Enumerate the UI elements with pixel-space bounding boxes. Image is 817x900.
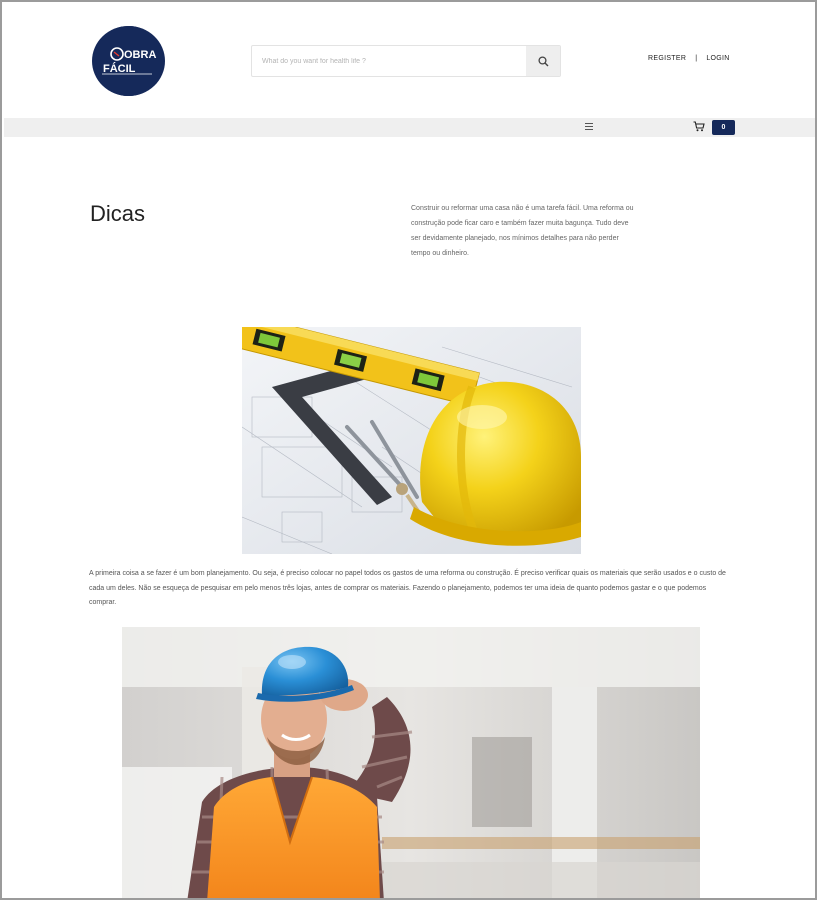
auth-separator: | <box>695 55 698 62</box>
nav-bar <box>4 118 817 137</box>
register-link[interactable]: REGISTER <box>648 55 687 62</box>
search-icon <box>538 56 549 67</box>
login-link[interactable]: LOGIN <box>706 55 730 62</box>
search-button[interactable] <box>526 46 560 76</box>
planning-paragraph: A primeira coisa a se fazer é um bom planejamento. Ou seja, é preciso colocar no papel todos os gastos de uma reforma ou construção. É preciso verificar quais os materiais que serão usados e o custo de cada um deles. Não se esqueça de pesquisar em pelo menos três lojas, antes de comprar os materiais. Fazendo o planejamento, podemos ter uma ideia de quanto podemos gastar e o que podemos comprar. <box>89 570 726 606</box>
search-bar <box>251 45 561 77</box>
auth-links <box>648 55 730 62</box>
hamburger-menu-icon[interactable] <box>585 123 593 131</box>
site-logo[interactable] <box>92 26 165 96</box>
cart-count-badge[interactable]: 0 <box>712 120 735 135</box>
tools-blueprint-image <box>242 327 581 554</box>
worker-image <box>122 627 700 900</box>
logo-line2: FÁCIL <box>103 63 136 75</box>
logo-line1: OBRA <box>124 49 157 61</box>
intro-text: Construir ou reformar uma casa não é uma tarefa fácil. Uma reforma ou construção pode ficar caro e também fazer muita bagunça. Tudo deve ser devidamente planejado, nos mínimos detalhes para não perder tempo ou dinheiro. <box>411 205 634 257</box>
page-title: Dicas <box>90 201 146 226</box>
search-input[interactable] <box>252 46 526 76</box>
logo-mark <box>92 26 165 96</box>
cart-icon[interactable] <box>693 121 705 132</box>
